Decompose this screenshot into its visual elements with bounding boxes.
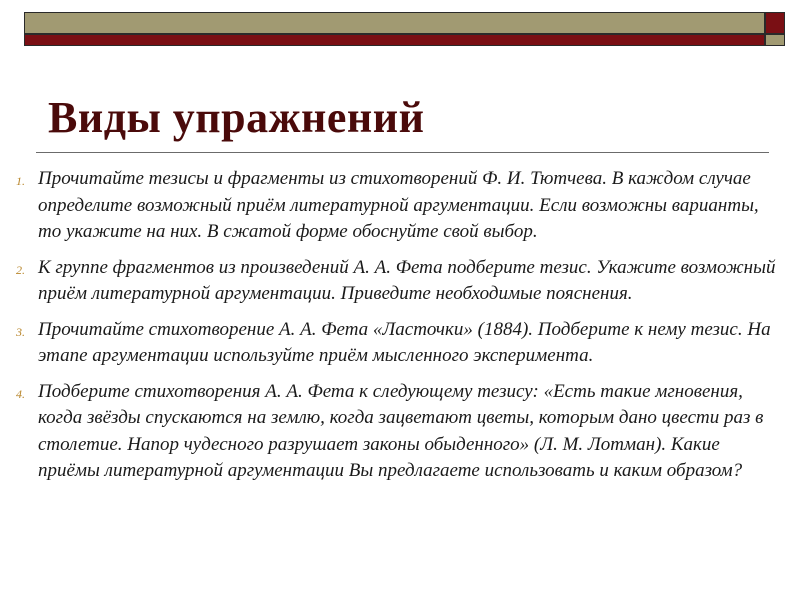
list-item	[16, 255, 776, 308]
list-item-number: 1.	[16, 174, 25, 188]
header-bar-olive	[24, 12, 765, 34]
list-item	[16, 166, 776, 246]
list-item-text: Прочитайте тезисы и фрагменты из стихотворений Ф. И. Тютчева. В каждом случае определите возможный приём литературной аргументации. Если возможны варианты, то укажите на них. В сжатой форме обоснуйте свой выбор.	[38, 168, 759, 242]
list-item-text: К группе фрагментов из произведений А. А. Фета подберите тезис. Укажите возможный приём литературной аргументации. Приведите необходимые пояснения.	[38, 256, 776, 304]
header-square-light	[765, 34, 785, 46]
slide-title: Виды упражнений	[48, 93, 425, 142]
header-square-dark	[765, 12, 785, 34]
list-item-number: 3.	[16, 324, 25, 339]
list-item	[16, 379, 776, 485]
list-item-text: Прочитайте стихотворение А. А. Фета «Ласточки» (1884). Подберите к нему тезис. На этапе аргументации используйте приём мысленного эксперимента.	[38, 318, 771, 366]
list-item	[16, 317, 776, 370]
exercise-list	[16, 166, 776, 494]
list-item-text: Подберите стихотворения А. А. Фета к следующему тезису: «Есть такие мгновения, когда звёзды спускаются на землю, когда зацветают цветы, которым дано цвести раз в столетие. Напор чудесного разрушает законы обыденного» (Л. М. Лотман). Какие приёмы литературной аргументации Вы предлагаете использовать и каким образом?	[38, 380, 764, 481]
list-item-number: 2.	[16, 262, 25, 277]
list-item-number: 4.	[16, 386, 25, 401]
header-bar-red	[24, 34, 765, 46]
title-divider	[36, 152, 769, 153]
